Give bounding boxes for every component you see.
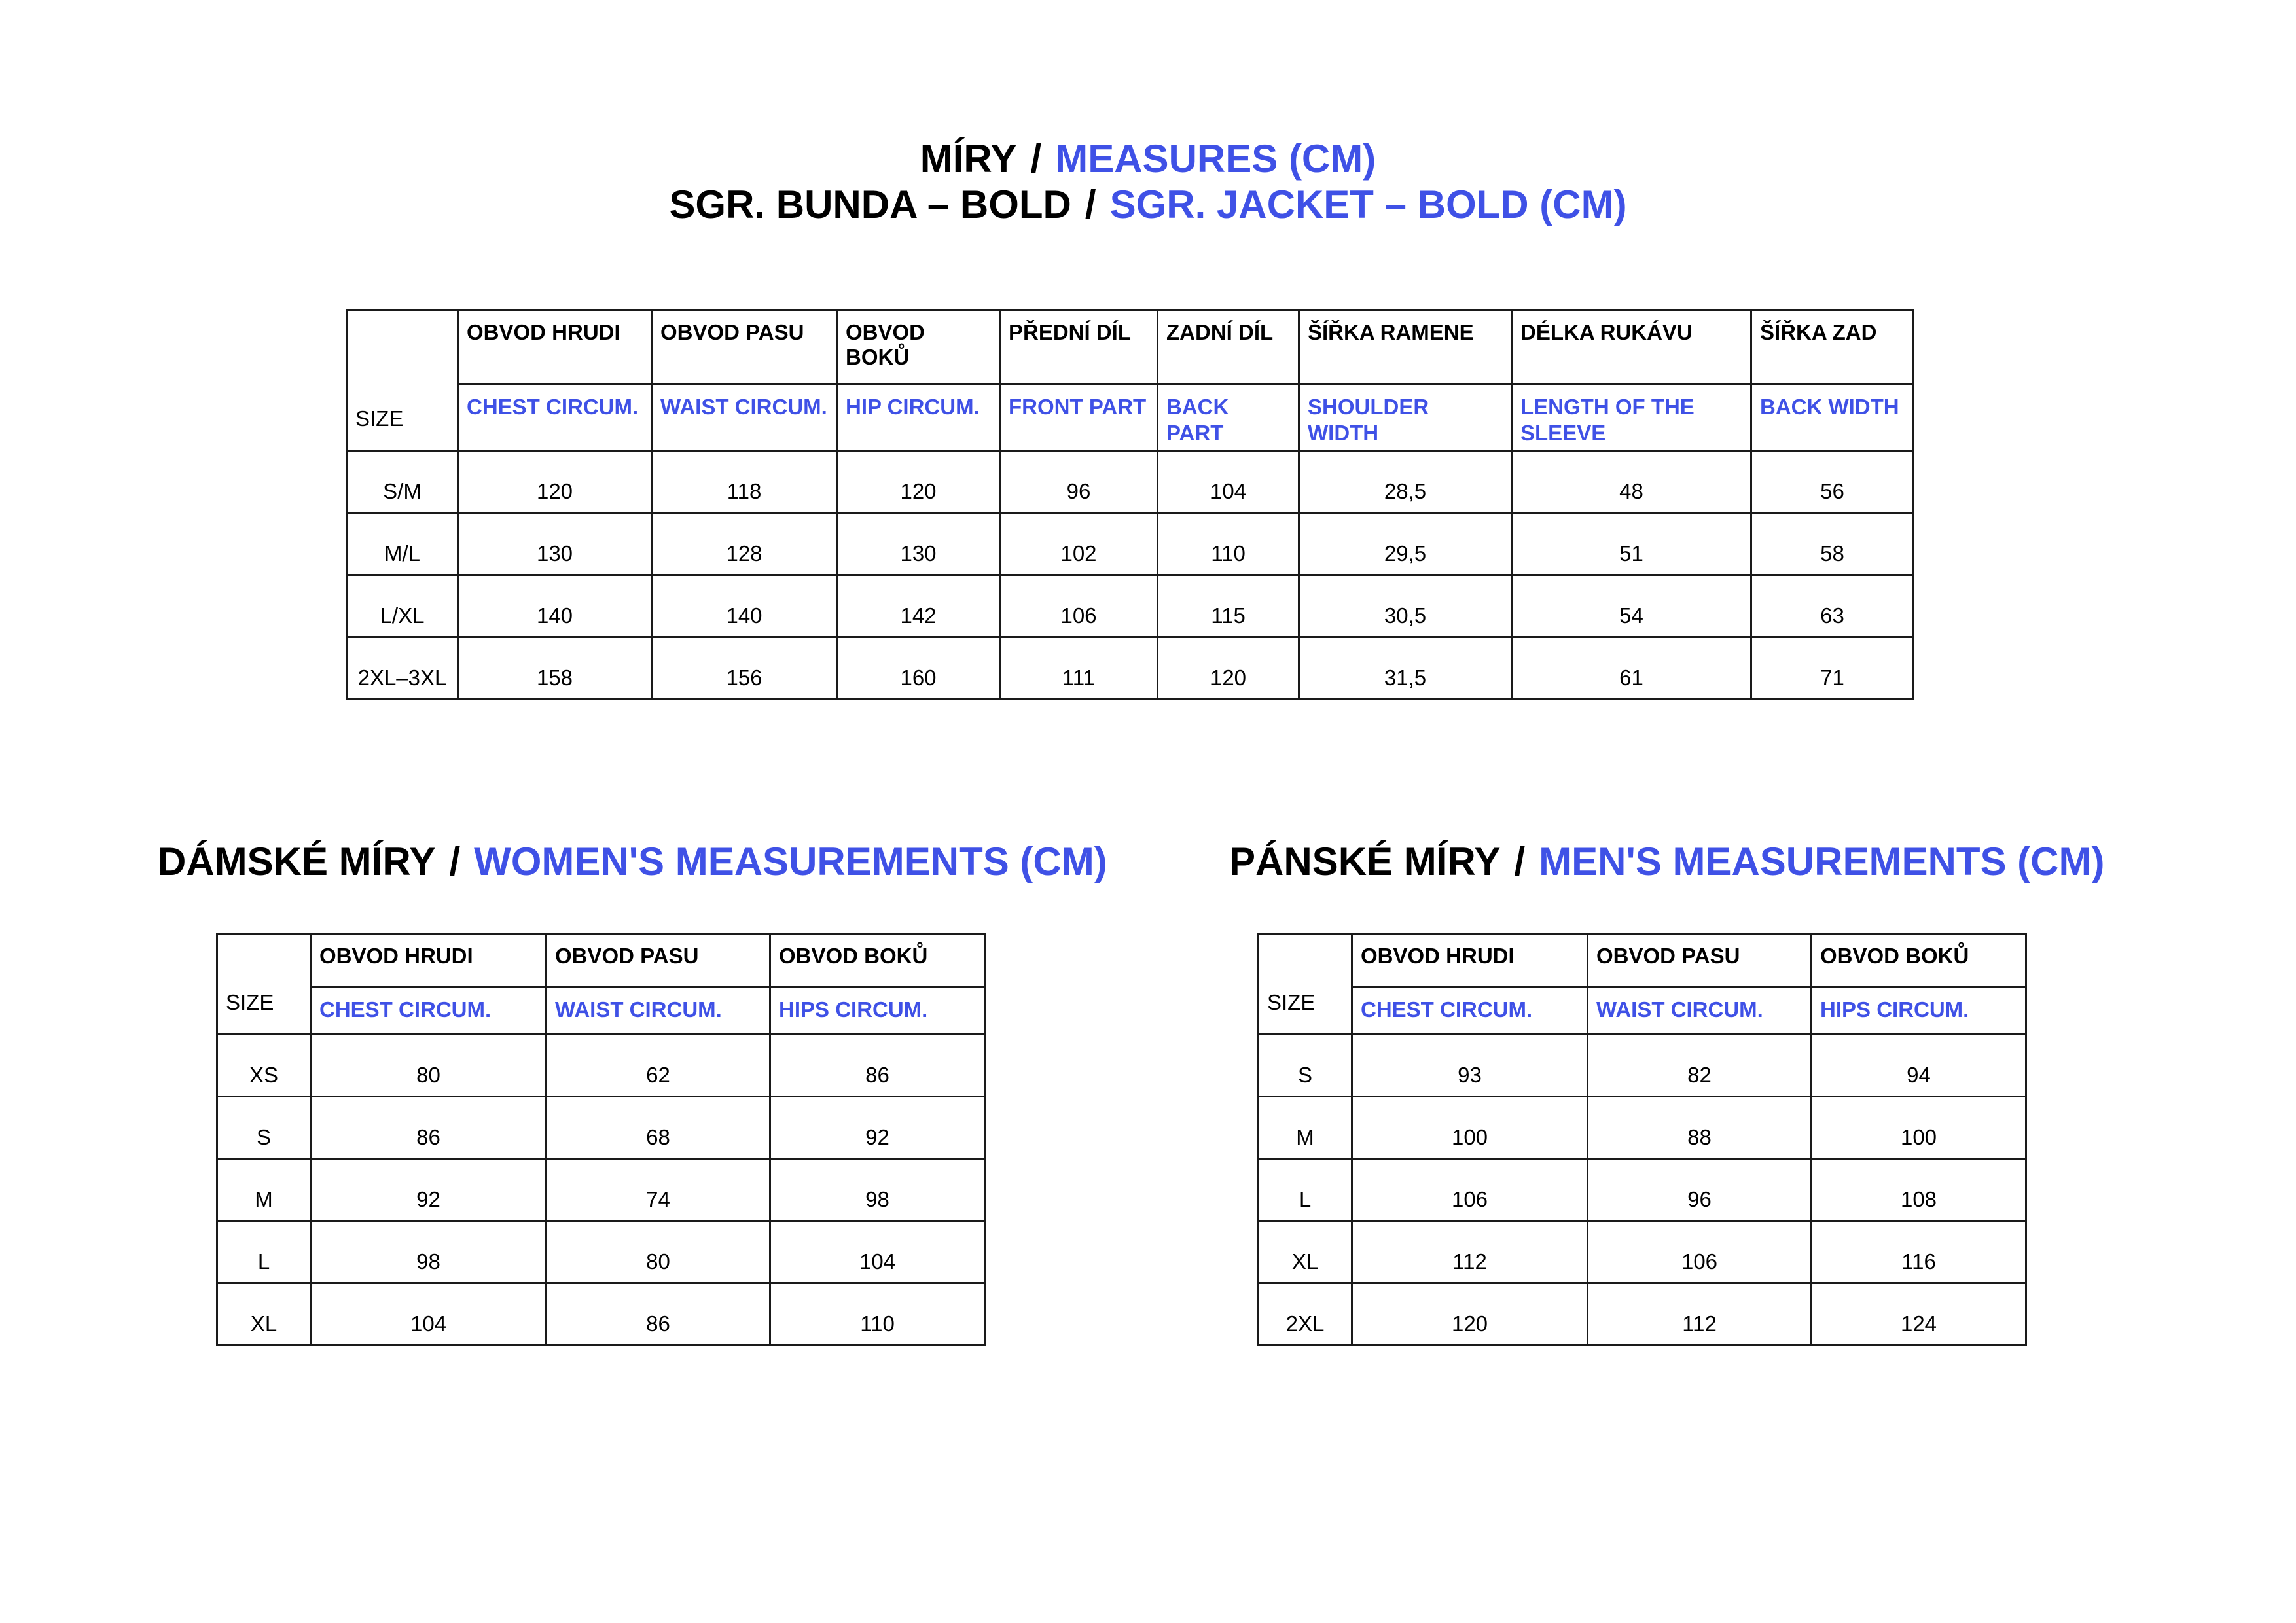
product-title-cz: SGR. BUNDA – BOLD <box>669 183 1071 226</box>
measurement-cell: 74 <box>547 1159 770 1221</box>
size-cell: S/M <box>347 451 458 513</box>
measurement-cell: 93 <box>1352 1035 1588 1097</box>
table-row <box>217 1097 985 1159</box>
measurement-cell: 104 <box>1158 451 1299 513</box>
measurement-cell: 92 <box>770 1097 985 1159</box>
measurement-cell: 96 <box>1000 451 1158 513</box>
table-row <box>347 513 1914 575</box>
column-header-en: CHEST CIRCUM. <box>311 987 547 1035</box>
men-title-en: MEN'S MEASUREMENTS (CM) <box>1539 840 2105 883</box>
column-header-cz: OBVOD HRUDI <box>1352 934 1588 987</box>
column-header-cz: ŠÍŘKA RAMENE <box>1299 310 1512 384</box>
measurement-cell: 112 <box>1352 1221 1588 1283</box>
column-header-en: WAIST CIRCUM. <box>652 384 837 451</box>
women-section-title <box>158 842 1107 882</box>
measurement-cell: 71 <box>1751 637 1914 700</box>
column-header-en: WAIST CIRCUM. <box>547 987 770 1035</box>
measurement-cell: 61 <box>1512 637 1751 700</box>
column-header-en: HIP CIRCUM. <box>837 384 1000 451</box>
table-row <box>1259 1283 2026 1346</box>
measurement-cell: 56 <box>1751 451 1914 513</box>
men-section-title <box>1229 842 2104 882</box>
title-separator: / <box>1030 137 1042 181</box>
jacket-size-table <box>346 309 1914 700</box>
women-title-en: WOMEN'S MEASUREMENTS (CM) <box>474 840 1107 883</box>
measurement-cell: 48 <box>1512 451 1751 513</box>
table-row <box>1259 1035 2026 1097</box>
table-row <box>217 1221 985 1283</box>
measurement-cell: 96 <box>1588 1159 1812 1221</box>
size-header: SIZE <box>347 310 458 451</box>
table-row <box>1259 1159 2026 1221</box>
title-separator: / <box>449 840 461 883</box>
men-title-cz: PÁNSKÉ MÍRY <box>1229 840 1501 883</box>
size-cell: M/L <box>347 513 458 575</box>
measurement-cell: 58 <box>1751 513 1914 575</box>
measurement-cell: 142 <box>837 575 1000 637</box>
measurement-cell: 140 <box>458 575 652 637</box>
table-row <box>217 1283 985 1346</box>
table-row <box>347 575 1914 637</box>
main-title-cz: MÍRY <box>920 137 1017 181</box>
measurement-cell: 86 <box>547 1283 770 1346</box>
column-header-cz: OBVOD PASU <box>652 310 837 384</box>
measurement-cell: 110 <box>770 1283 985 1346</box>
main-title-line-2 <box>0 185 2296 224</box>
column-header-en: CHEST CIRCUM. <box>458 384 652 451</box>
column-header-cz: ŠÍŘKA ZAD <box>1751 310 1914 384</box>
size-cell: M <box>1259 1097 1352 1159</box>
size-cell: XL <box>217 1283 311 1346</box>
size-cell: M <box>217 1159 311 1221</box>
column-header-cz: OBVOD BOKŮ <box>1812 934 2026 987</box>
measurement-cell: 106 <box>1588 1221 1812 1283</box>
table-row <box>347 451 1914 513</box>
measurement-cell: 120 <box>837 451 1000 513</box>
measurement-cell: 68 <box>547 1097 770 1159</box>
measurement-cell: 156 <box>652 637 837 700</box>
measurement-cell: 98 <box>770 1159 985 1221</box>
measurement-cell: 130 <box>458 513 652 575</box>
measurement-cell: 120 <box>1352 1283 1588 1346</box>
title-separator: / <box>1085 183 1096 226</box>
measurement-cell: 118 <box>652 451 837 513</box>
header-row-english <box>347 384 1914 451</box>
size-cell: L <box>217 1221 311 1283</box>
women-title-cz: DÁMSKÉ MÍRY <box>158 840 436 883</box>
column-header-en: BACK PART <box>1158 384 1299 451</box>
measurement-cell: 100 <box>1812 1097 2026 1159</box>
measurement-cell: 104 <box>311 1283 547 1346</box>
measurement-cell: 63 <box>1751 575 1914 637</box>
measurement-cell: 80 <box>547 1221 770 1283</box>
measurement-cell: 62 <box>547 1035 770 1097</box>
measurement-cell: 120 <box>458 451 652 513</box>
measurement-cell: 31,5 <box>1299 637 1512 700</box>
measurement-cell: 124 <box>1812 1283 2026 1346</box>
men-size-table <box>1257 933 2027 1346</box>
column-header-cz: OBVOD PASU <box>1588 934 1812 987</box>
size-cell: L <box>1259 1159 1352 1221</box>
column-header-en: LENGTH OF THE SLEEVE <box>1512 384 1751 451</box>
size-cell: XL <box>1259 1221 1352 1283</box>
measurement-cell: 120 <box>1158 637 1299 700</box>
size-cell: S <box>217 1097 311 1159</box>
product-title-en: SGR. JACKET – BOLD (CM) <box>1109 183 1627 226</box>
table-row <box>347 637 1914 700</box>
header-row-english <box>217 987 985 1035</box>
table-row <box>1259 1221 2026 1283</box>
column-header-cz: ZADNÍ DÍL <box>1158 310 1299 384</box>
measurement-cell: 92 <box>311 1159 547 1221</box>
measurement-cell: 28,5 <box>1299 451 1512 513</box>
measurement-cell: 98 <box>311 1221 547 1283</box>
measurement-cell: 140 <box>652 575 837 637</box>
column-header-cz: PŘEDNÍ DÍL <box>1000 310 1158 384</box>
column-header-cz: OBVOD PASU <box>547 934 770 987</box>
measurement-cell: 88 <box>1588 1097 1812 1159</box>
size-cell: 2XL <box>1259 1283 1352 1346</box>
column-header-cz: OBVOD HRUDI <box>311 934 547 987</box>
header-row-czech <box>347 310 1914 384</box>
measurement-cell: 110 <box>1158 513 1299 575</box>
main-title-en: MEASURES (CM) <box>1055 137 1376 181</box>
header-row-english <box>1259 987 2026 1035</box>
title-separator: / <box>1514 840 1526 883</box>
measurement-cell: 86 <box>770 1035 985 1097</box>
table-row <box>1259 1097 2026 1159</box>
column-header-en: BACK WIDTH <box>1751 384 1914 451</box>
column-header-en: CHEST CIRCUM. <box>1352 987 1588 1035</box>
measurement-cell: 111 <box>1000 637 1158 700</box>
measurement-cell: 106 <box>1000 575 1158 637</box>
measurement-cell: 80 <box>311 1035 547 1097</box>
measurement-cell: 51 <box>1512 513 1751 575</box>
measurement-cell: 94 <box>1812 1035 2026 1097</box>
measurement-cell: 86 <box>311 1097 547 1159</box>
table-row <box>217 1159 985 1221</box>
column-header-cz: OBVOD BOKŮ <box>770 934 985 987</box>
measurement-cell: 106 <box>1352 1159 1588 1221</box>
measurement-cell: 130 <box>837 513 1000 575</box>
column-header-en: FRONT PART <box>1000 384 1158 451</box>
column-header-cz: DÉLKA RUKÁVU <box>1512 310 1751 384</box>
table-row <box>217 1035 985 1097</box>
measurement-cell: 128 <box>652 513 837 575</box>
size-cell: XS <box>217 1035 311 1097</box>
size-cell: 2XL–3XL <box>347 637 458 700</box>
column-header-en: SHOULDER WIDTH <box>1299 384 1512 451</box>
measurement-cell: 160 <box>837 637 1000 700</box>
women-size-table <box>216 933 986 1346</box>
measurement-cell: 115 <box>1158 575 1299 637</box>
measurement-cell: 158 <box>458 637 652 700</box>
measurement-cell: 29,5 <box>1299 513 1512 575</box>
measurement-cell: 100 <box>1352 1097 1588 1159</box>
size-cell: S <box>1259 1035 1352 1097</box>
size-cell: L/XL <box>347 575 458 637</box>
size-header: SIZE <box>217 934 311 1035</box>
measurement-cell: 108 <box>1812 1159 2026 1221</box>
measurement-cell: 102 <box>1000 513 1158 575</box>
measurement-cell: 54 <box>1512 575 1751 637</box>
measurement-cell: 82 <box>1588 1035 1812 1097</box>
size-header: SIZE <box>1259 934 1352 1035</box>
column-header-cz: OBVOD BOKŮ <box>837 310 1000 384</box>
measurement-cell: 30,5 <box>1299 575 1512 637</box>
measurement-cell: 112 <box>1588 1283 1812 1346</box>
main-title-line-1 <box>0 139 2296 179</box>
header-row-czech <box>1259 934 2026 987</box>
header-row-czech <box>217 934 985 987</box>
measurement-cell: 116 <box>1812 1221 2026 1283</box>
measurement-cell: 104 <box>770 1221 985 1283</box>
column-header-en: HIPS CIRCUM. <box>770 987 985 1035</box>
column-header-en: HIPS CIRCUM. <box>1812 987 2026 1035</box>
column-header-cz: OBVOD HRUDI <box>458 310 652 384</box>
column-header-en: WAIST CIRCUM. <box>1588 987 1812 1035</box>
